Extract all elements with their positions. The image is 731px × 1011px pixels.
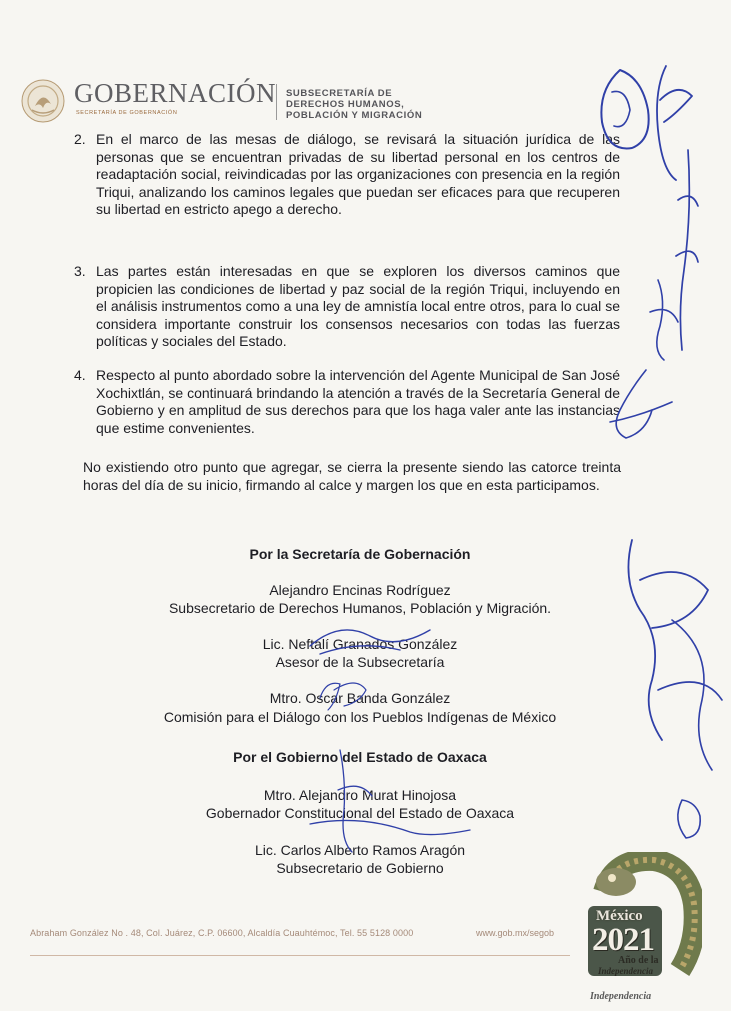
signatory-name: Alejandro Encinas Rodríguez (269, 582, 451, 598)
item-text: Respecto al punto abordado sobre la intervención del Agente Municipal de San José Xochixtlán, se continuará brindando la atención a través de la Secretaría General de Gobierno y en amplitud de sus derechos para que los haga valer ante las instancias que estime convenientes. (96, 367, 620, 436)
margin-signatures (580, 30, 731, 490)
signatory-title: Subsecretario de Gobierno (276, 860, 444, 876)
oaxaca-heading: Por el Gobierno del Estado de Oaxaca (233, 749, 487, 765)
secretaria-heading: Por la Secretaría de Gobernación (249, 546, 471, 562)
logo-line1: Año de la (618, 955, 659, 966)
logo-line2: Independencia (598, 966, 653, 976)
signatory-title: Comisión para el Diálogo con los Pueblos Indígenas de México (163, 709, 557, 725)
brand-wordmark: GOBERNACIÓN (74, 78, 277, 108)
signatory-name: Lic. Carlos Alberto Ramos Aragón (254, 842, 466, 858)
brand-subtitle: SECRETARÍA DE GOBERNACIÓN (76, 110, 178, 116)
margin-signatures-lower (612, 520, 731, 850)
letterhead (20, 72, 500, 132)
closing-paragraph: No existiendo otro punto que agregar, se cierra la presente siendo las catorce treinta horas del día de su inicio, firmando al calce y margen los que en esta participamos. (83, 459, 621, 493)
national-seal-icon (20, 78, 66, 124)
footer-rule (30, 955, 570, 956)
item-number: 3. (74, 263, 86, 279)
department-line: POBLACIÓN Y MIGRACIÓN (286, 110, 423, 121)
signatory-name: Mtro. Oscar Banda González (269, 690, 451, 706)
agreement-item (74, 131, 620, 219)
department-line: SUBSECRETARÍA DE (286, 88, 393, 99)
inline-signatures (300, 610, 480, 860)
signatory-title: Subsecretario de Derechos Humanos, Población y Migración. (168, 600, 552, 616)
signatory-title: Gobernador Constitucional del Estado de Oaxaca (205, 805, 515, 821)
signatory-name: Lic. Neftalí Granados González (262, 636, 458, 652)
item-text: En el marco de las mesas de diálogo, se revisará la situación jurídica de las personas que se encuentran privadas de su libertad personal en los centros de readaptación social, reivindicadas por las organizaciones con presencia en la región Triqui, analizando los caminos legales que puedan ser eficaces para que recuperen su libertad en estricto apego a derecho. (96, 131, 620, 218)
logo-country: México (596, 908, 643, 924)
header-divider (276, 84, 277, 120)
item-number: 4. (74, 367, 86, 383)
department-line: DERECHOS HUMANOS, (286, 99, 405, 110)
signatory-name: Mtro. Alejandro Murat Hinojosa (263, 787, 457, 803)
agreement-item (74, 263, 620, 351)
footer-website: www.gob.mx/segob (476, 928, 555, 938)
signatory-title: Asesor de la Subsecretaría (275, 654, 445, 670)
logo-year: 2021 (592, 922, 654, 958)
footer-address: Abraham González No . 48, Col. Juárez, C.P. 06600, Alcaldía Cuauhtémoc, Tel. 55 5128 0000 (30, 928, 414, 938)
bottom-fragment: Independencia (590, 991, 652, 1002)
department-name (286, 88, 422, 121)
agreement-item (74, 367, 620, 437)
item-number: 2. (74, 131, 86, 147)
item-text: Las partes están interesadas en que se exploren los diversos caminos que propicien las condiciones de libertad y paz social de la región Triqui, incluyendo en el análisis instrumentos como a una ley de amnistía local entre otros, para lo cual se considera importante construir los consensos necesarios con todas las fuerzas políticas y sociales del Estado. (96, 263, 620, 350)
year-logo (584, 852, 702, 982)
